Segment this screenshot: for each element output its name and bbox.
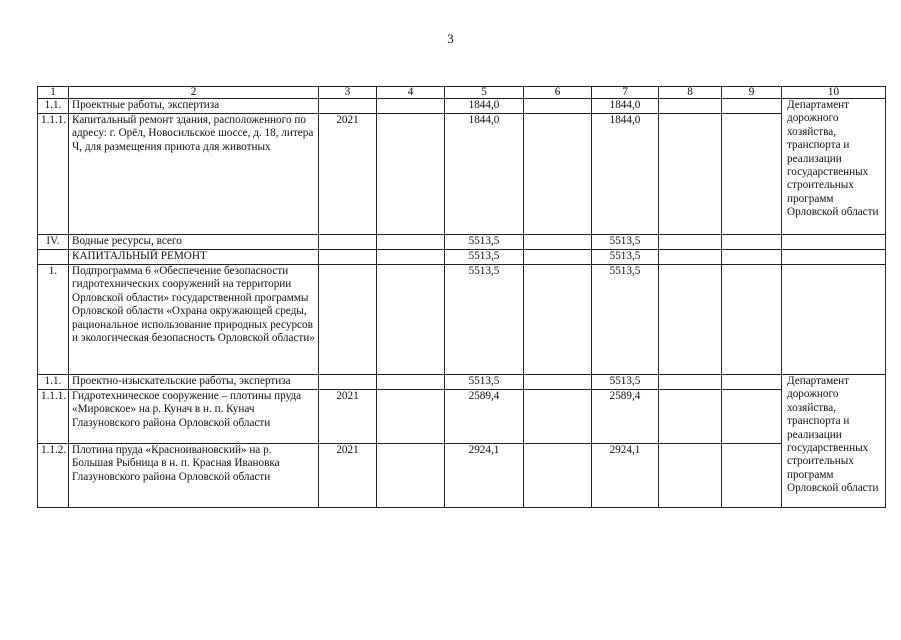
row-col6 xyxy=(524,235,592,250)
row-col9 xyxy=(722,250,782,265)
row-col8 xyxy=(659,99,722,114)
row-year: 2021 xyxy=(319,444,377,508)
row-col7: 1844,0 xyxy=(592,99,659,114)
row-col4 xyxy=(377,265,445,375)
row-col5: 5513,5 xyxy=(445,250,524,265)
row-col6 xyxy=(524,444,592,508)
row-number: 1.1.2. xyxy=(38,444,69,508)
row-year xyxy=(319,235,377,250)
row-col7: 2924,1 xyxy=(592,444,659,508)
row-col7: 5513,5 xyxy=(592,375,659,390)
row-year xyxy=(319,265,377,375)
column-header: 3 xyxy=(319,87,377,99)
column-header: 5 xyxy=(445,87,524,99)
page-number: 3 xyxy=(447,31,454,46)
row-year: 2021 xyxy=(319,114,377,235)
table-row xyxy=(38,444,886,508)
table-row xyxy=(38,99,886,114)
row-col6 xyxy=(524,99,592,114)
row-col7: 5513,5 xyxy=(592,265,659,375)
column-header: 10 xyxy=(782,87,886,99)
row-col7: 5513,5 xyxy=(592,235,659,250)
row-col7: 2589,4 xyxy=(592,390,659,444)
row-col8 xyxy=(659,444,722,508)
row-number: 1.1. xyxy=(38,99,69,114)
row-col4 xyxy=(377,99,445,114)
row-col5: 2589,4 xyxy=(445,390,524,444)
program-table xyxy=(37,86,886,508)
column-header: 9 xyxy=(722,87,782,99)
row-col5: 5513,5 xyxy=(445,265,524,375)
row-col6 xyxy=(524,390,592,444)
row-col8 xyxy=(659,265,722,375)
row-col10 xyxy=(782,235,886,250)
row-name: КАПИТАЛЬНЫЙ РЕМОНТ xyxy=(69,250,319,265)
column-header: 8 xyxy=(659,87,722,99)
row-col8 xyxy=(659,250,722,265)
column-header: 2 xyxy=(69,87,319,99)
row-col9 xyxy=(722,265,782,375)
table-header-row xyxy=(38,87,886,99)
row-col9 xyxy=(722,444,782,508)
row-col9 xyxy=(722,99,782,114)
row-year xyxy=(319,250,377,265)
row-col5: 5513,5 xyxy=(445,235,524,250)
row-year xyxy=(319,375,377,390)
row-name: Гидротехническое сооружение – плотины пруда «Мировское» на р. Кунач в н. п. Кунач Глазуновского района Орловской области xyxy=(69,390,319,444)
row-year xyxy=(319,99,377,114)
row-col4 xyxy=(377,444,445,508)
row-number xyxy=(38,250,69,265)
table-row xyxy=(38,390,886,444)
column-header: 7 xyxy=(592,87,659,99)
row-number: 1.1. xyxy=(38,375,69,390)
row-col4 xyxy=(377,250,445,265)
row-col8 xyxy=(659,375,722,390)
responsible-department: Департамент дорожного хозяйства, транспорта и реализации государственных строительных программ Орловской области xyxy=(782,375,886,508)
row-name: Водные ресурсы, всего xyxy=(69,235,319,250)
row-name: Проектно-изыскательские работы, экспертиза xyxy=(69,375,319,390)
row-col6 xyxy=(524,375,592,390)
row-col8 xyxy=(659,114,722,235)
row-number: 1.1.1. xyxy=(38,390,69,444)
row-col10 xyxy=(782,265,886,375)
row-col5: 2924,1 xyxy=(445,444,524,508)
column-header: 6 xyxy=(524,87,592,99)
row-number: 1.1.1. xyxy=(38,114,69,235)
row-name: Капитальный ремонт здания, расположенного по адресу: г. Орёл, Новосильское шоссе, д. 18, литера Ч, для размещения приюта для животных xyxy=(69,114,319,235)
row-col5: 1844,0 xyxy=(445,99,524,114)
row-col10 xyxy=(782,250,886,265)
row-col8 xyxy=(659,235,722,250)
row-col9 xyxy=(722,375,782,390)
row-name: Плотина пруда «Красноивановский» на р. Большая Рыбница в н. п. Красная Ивановка Глазуновского района Орловской области xyxy=(69,444,319,508)
table-row xyxy=(38,375,886,390)
table-row xyxy=(38,250,886,265)
row-col8 xyxy=(659,390,722,444)
table-row xyxy=(38,114,886,235)
row-number: 1. xyxy=(38,265,69,375)
row-col4 xyxy=(377,235,445,250)
column-header: 4 xyxy=(377,87,445,99)
column-header: 1 xyxy=(38,87,69,99)
row-col7: 5513,5 xyxy=(592,250,659,265)
row-col9 xyxy=(722,235,782,250)
row-col5: 1844,0 xyxy=(445,114,524,235)
row-col6 xyxy=(524,265,592,375)
row-col4 xyxy=(377,375,445,390)
row-col4 xyxy=(377,114,445,235)
row-col9 xyxy=(722,390,782,444)
row-col7: 1844,0 xyxy=(592,114,659,235)
row-col4 xyxy=(377,390,445,444)
table-row xyxy=(38,265,886,375)
row-col9 xyxy=(722,114,782,235)
row-col6 xyxy=(524,250,592,265)
responsible-department: Департамент дорожного хозяйства, транспорта и реализации государственных строительных программ Орловской области xyxy=(782,99,886,235)
row-number: IV. xyxy=(38,235,69,250)
row-name: Подпрограмма 6 «Обеспечение безопасности гидротехнических сооружений на территории Орловской области» государственной программы Орловской области «Охрана окружающей среды, рациональное использование природных ресурсов и экологическая безопасность Орловской области» xyxy=(69,265,319,375)
row-col5: 5513,5 xyxy=(445,375,524,390)
row-col6 xyxy=(524,114,592,235)
row-name: Проектные работы, экспертиза xyxy=(69,99,319,114)
row-year: 2021 xyxy=(319,390,377,444)
table-row xyxy=(38,235,886,250)
